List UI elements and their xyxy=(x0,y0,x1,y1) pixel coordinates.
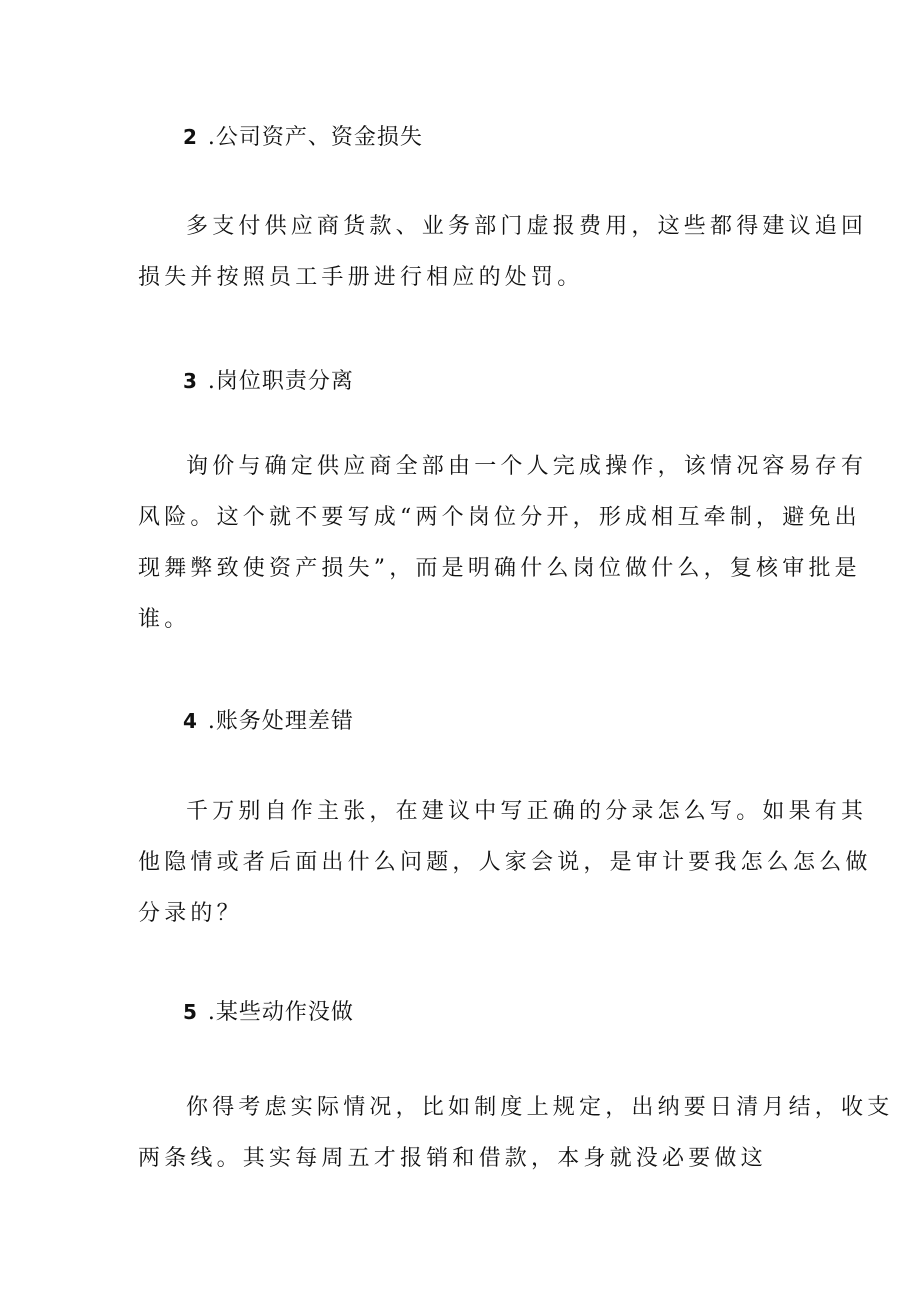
paragraph-line: 千万别自作主张，在建议中写正确的分录怎么写。如果有其 xyxy=(186,799,868,824)
paragraph-line: 分录的？ xyxy=(138,901,243,926)
section-heading-5 xyxy=(183,997,354,1028)
paragraph-line: 询价与确定供应商全部由一个人完成操作，该情况容易存有 xyxy=(186,454,868,479)
section-title: .某些动作没做 xyxy=(207,1000,354,1025)
section-number: 4 xyxy=(183,709,198,733)
paragraph-line: 他隐情或者后面出什么问题，人家会说，是审计要我怎么怎么做 xyxy=(138,850,872,875)
section-heading-3 xyxy=(183,366,354,397)
section-title: .公司资产、资金损失 xyxy=(207,125,423,150)
paragraph-line: 你得考虑实际情况，比如制度上规定，出纳要日清月结，收支 xyxy=(186,1095,894,1120)
section-title: .账务处理差错 xyxy=(207,709,354,734)
paragraph-line: 损失并按照员工手册进行相应的处罚。 xyxy=(138,265,584,290)
paragraph-line: 多支付供应商货款、业务部门虚报费用，这些都得建议追回 xyxy=(186,214,868,239)
section-paragraph-4 xyxy=(138,786,872,939)
paragraph-line: 现舞弊致使资产损失”，而是明确什么岗位做什么，复核审批是 xyxy=(138,556,861,581)
section-number: 2 xyxy=(183,125,198,149)
section-paragraph-5 xyxy=(138,1082,894,1184)
section-paragraph-3 xyxy=(138,441,868,645)
section-number: 3 xyxy=(183,369,198,393)
paragraph-line: 风险。这个就不要写成“两个岗位分开，形成相互牵制，避免出 xyxy=(138,505,861,530)
section-number: 5 xyxy=(183,1000,198,1024)
paragraph-line: 谁。 xyxy=(138,607,191,632)
section-heading-2 xyxy=(183,122,423,153)
section-paragraph-2 xyxy=(138,201,868,303)
section-heading-4 xyxy=(183,706,354,737)
section-title: .岗位职责分离 xyxy=(207,369,354,394)
paragraph-line: 两条线。其实每周五才报销和借款，本身就没必要做这 xyxy=(138,1146,767,1171)
